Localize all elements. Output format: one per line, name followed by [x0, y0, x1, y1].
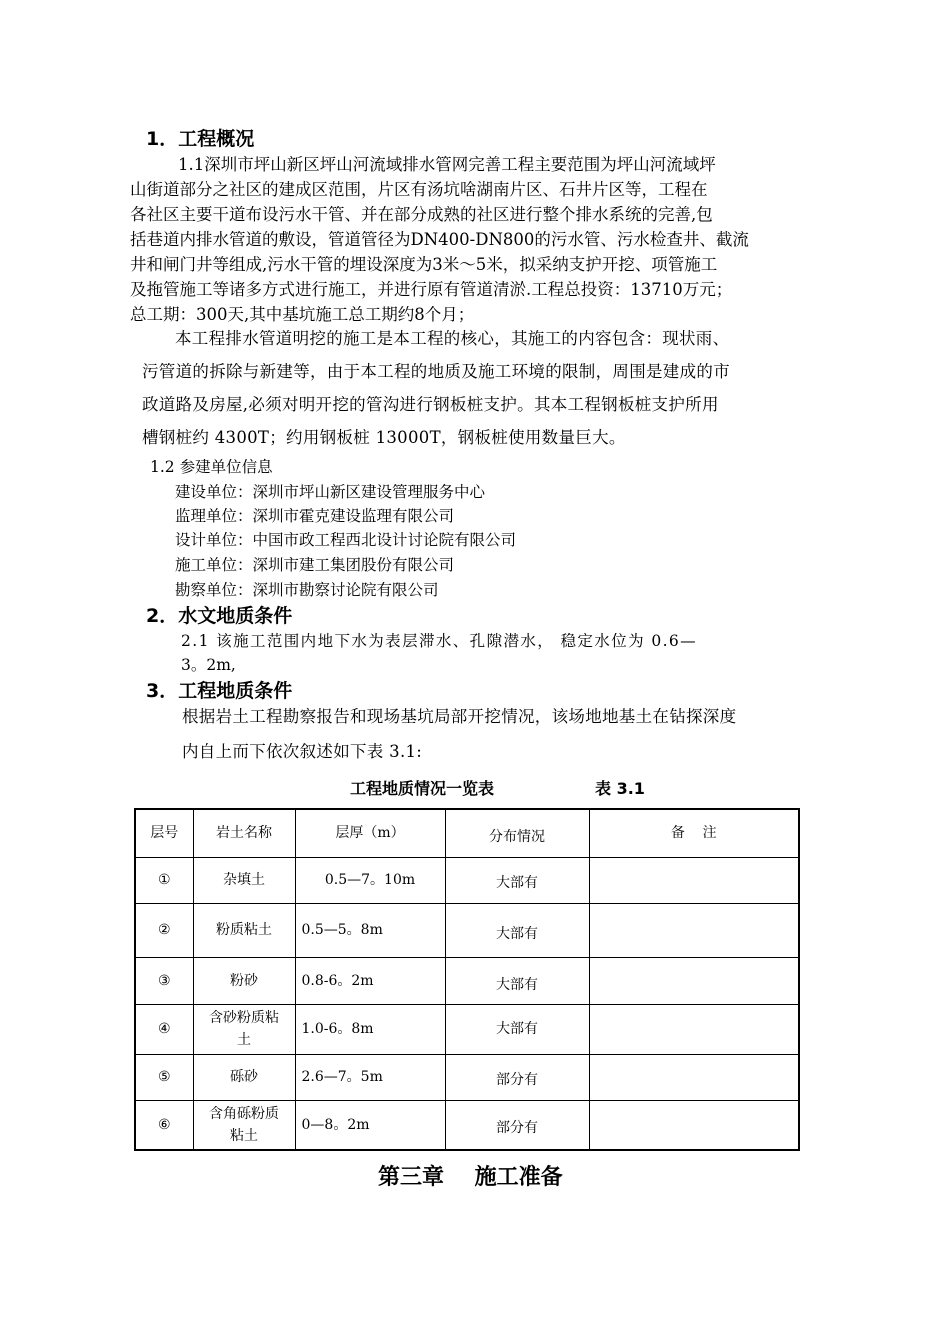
paragraph-line: 括巷道内排水管道的敷设，管道管径为DN400-DN800的污水管、污水检查井、截流: [130, 230, 749, 249]
paragraph-line: 井和闸门井等组成,污水干管的埋设深度为3米～5米，拟采纳支护开挖、项管施工: [130, 255, 718, 274]
paragraph-line: 山街道部分之社区的建成区范围，片区有汤坑啥湖南片区、石井片区等，工程在: [130, 180, 708, 199]
header-cell: 层厚（m）: [295, 809, 445, 857]
distribution: 大部有: [445, 857, 589, 903]
table-row: [135, 1054, 799, 1100]
layer-thickness: 0—8。2m: [295, 1100, 445, 1150]
layer-number: ②: [135, 903, 193, 957]
chapter-title: 第三章 施工准备: [378, 1165, 563, 1190]
section-1-heading: 1．工程概况: [146, 128, 255, 150]
unit-line: 勘察单位：深圳市勘察讨论院有限公司: [175, 581, 439, 599]
table-row: [135, 857, 799, 903]
section-2-heading: 2．水文地质条件: [146, 605, 293, 627]
soil-name: 含砂粉质粘土: [193, 1004, 295, 1054]
layer-number: ①: [135, 857, 193, 903]
note: [589, 1054, 799, 1100]
layer-number: ③: [135, 957, 193, 1004]
table-row: [135, 957, 799, 1004]
paragraph-line: 政道路及房屋,必须对明开挖的管沟进行钢板桩支护。其本工程钢板桩支护所用: [142, 395, 719, 414]
layer-thickness: 2.6—7。5m: [295, 1054, 445, 1100]
layer-number: ④: [135, 1004, 193, 1054]
note: [589, 857, 799, 903]
header-cell: 岩土名称: [193, 809, 295, 857]
note: [589, 903, 799, 957]
distribution: 大部有: [445, 957, 589, 1004]
paragraph-line: 各社区主要干道布设污水干管、并在部分成熟的社区进行整个排水系统的完善,包: [130, 205, 713, 224]
table-row: [135, 1004, 799, 1054]
layer-number: ⑤: [135, 1054, 193, 1100]
unit-line: 施工单位：深圳市建工集团股份有限公司: [175, 556, 455, 574]
layer-thickness: 0.8-6。2m: [295, 957, 445, 1004]
distribution: 部分有: [445, 1100, 589, 1150]
header-cell: 备 注: [589, 809, 799, 857]
paragraph-line: 内自上而下依次叙述如下表 3.1:: [182, 742, 423, 761]
soil-name: 砾砂: [193, 1054, 295, 1100]
paragraph-line: 及拖管施工等诸多方式进行施工，并进行原有管道清淤.工程总投资：13710万元；: [130, 280, 733, 299]
paragraph-line: 污管道的拆除与新建等，由于本工程的地质及施工环境的限制，周围是建成的市: [142, 362, 730, 381]
table-row: [135, 1100, 799, 1150]
paragraph-line: 根据岩土工程勘察报告和现场基坑局部开挖情况，该场地地基土在钻探深度: [182, 707, 737, 726]
layer-thickness: 1.0-6。8m: [295, 1004, 445, 1054]
paragraph-line: 2.1 该施工范围内地下水为表层滞水、孔隙潜水， 稳定水位为 0.6—: [181, 632, 698, 650]
note: [589, 1100, 799, 1150]
table-row: [135, 903, 799, 957]
soil-name: 粉砂: [193, 957, 295, 1004]
unit-line: 设计单位：中国市政工程西北设计讨论院有限公司: [175, 531, 517, 549]
header-cell: 分布情况: [445, 809, 589, 857]
unit-line: 监理单位：深圳市霍克建设监理有限公司: [175, 507, 455, 525]
section-3-heading: 3．工程地质条件: [146, 680, 293, 702]
table-number: 表 3.1: [595, 779, 645, 798]
soil-name: 含角砾粉质粘土: [193, 1100, 295, 1150]
paragraph-line: 本工程排水管道明挖的施工是本工程的核心，其施工的内容包含：现状雨、: [175, 329, 730, 348]
paragraph-line: 3。2m,: [181, 656, 236, 674]
distribution: 大部有: [445, 1004, 589, 1054]
table-caption: 工程地质情况一览表: [350, 779, 495, 798]
soil-name: 粉质粘土: [193, 903, 295, 957]
note: [589, 1004, 799, 1054]
header-cell: 层号: [135, 809, 193, 857]
soil-name: 杂填土: [193, 857, 295, 903]
unit-line: 建设单位：深圳市坪山新区建设管理服务中心: [175, 483, 486, 501]
distribution: 大部有: [445, 903, 589, 957]
geology-table: [134, 808, 800, 1151]
layer-thickness: 0.5—7。10m: [295, 857, 445, 903]
subsection-heading: 1.2 参建单位信息: [150, 458, 273, 476]
paragraph-line: 总工期：300天,其中基坑施工总工期约8个月；: [130, 305, 475, 324]
distribution: 部分有: [445, 1054, 589, 1100]
note: [589, 957, 799, 1004]
layer-number: ⑥: [135, 1100, 193, 1150]
paragraph-line: 槽钢桩约 4300T；约用钢板桩 13000T，钢板桩使用数量巨大。: [142, 428, 626, 447]
layer-thickness: 0.5—5。8m: [295, 903, 445, 957]
paragraph-line: 1.1深圳市坪山新区坪山河流域排水管网完善工程主要范围为坪山河流域坪: [178, 155, 716, 174]
table-header-row: [135, 809, 799, 857]
